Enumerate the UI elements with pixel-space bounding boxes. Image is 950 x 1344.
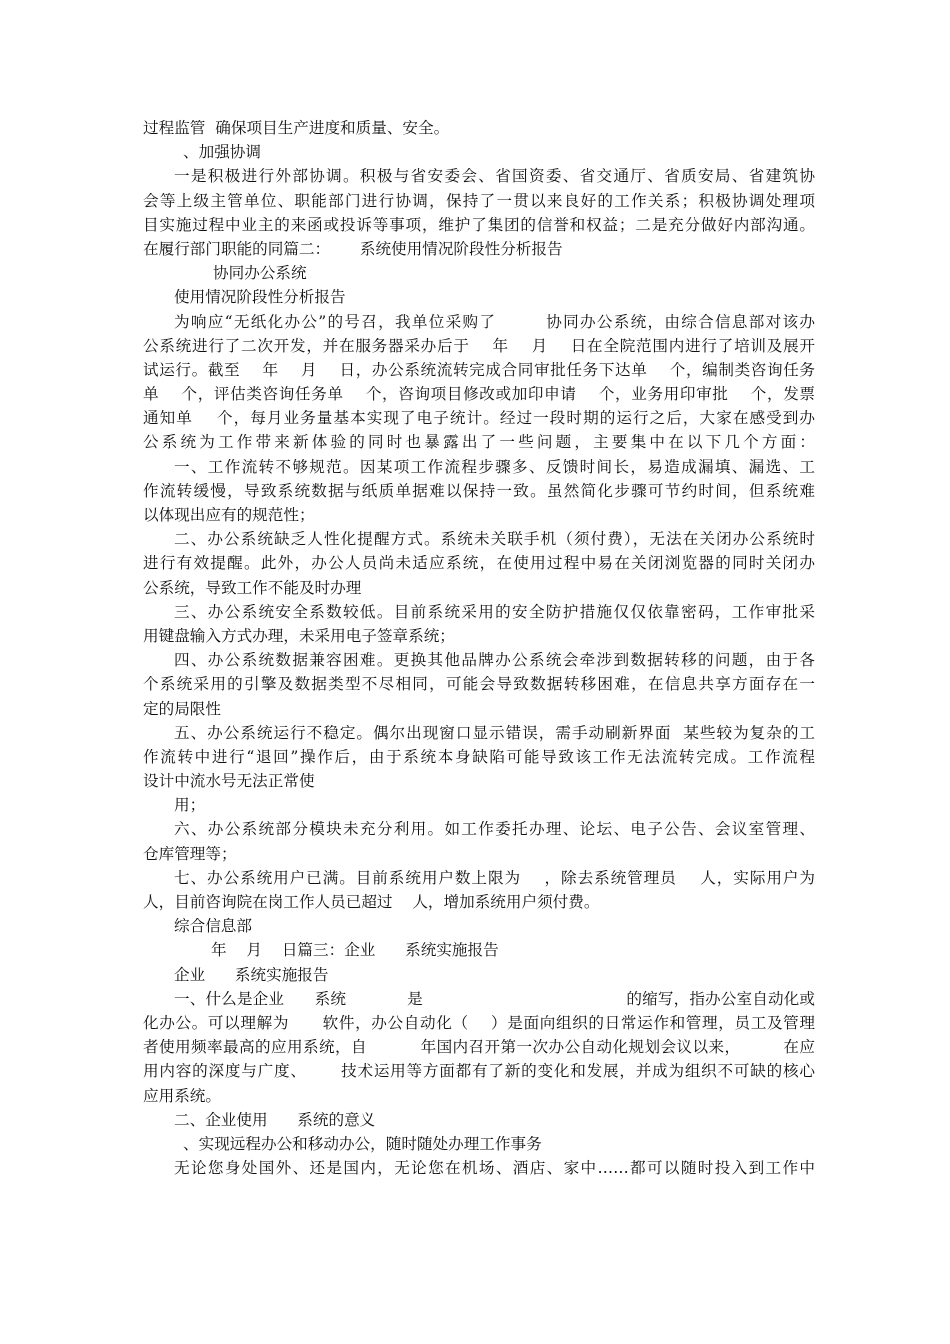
text-line: 应用系统。 <box>143 1086 221 1105</box>
text-line: 目实施过程中业主的来函或投诉等事项，维护了集团的信誉和权益；二是充分做好内部沟通。 <box>143 215 815 234</box>
text-line: 年 月 日篇三：企业 系统实施报告 <box>211 941 499 960</box>
text-line: 综合信息部 <box>174 917 252 936</box>
text-line: 三、办公系统安全系数较低。目前系统采用的安全防护措施仅仅依靠密码，工作审批采 <box>174 602 815 621</box>
text-line: 为响应“无纸化办公”的号召，我单位采购了 协同办公系统，由综合信息部对该办 <box>174 312 815 331</box>
text-line: 、实现远程办公和移动办公，随时随处办理工作事务 <box>183 1134 542 1153</box>
text-line: 者使用频率最高的应用系统，自 年国内召开第一次办公自动化规划会议以来， 在应 <box>143 1038 815 1057</box>
text-line: 四、办公系统数据兼容困难。更换其他品牌办公系统会牵涉到数据转移的问题，由于各 <box>174 651 815 670</box>
text-line: 进行有效提醒。此外，办公人员尚未适应系统，在使用过程中易在关闭浏览器的同时关闭办 <box>143 554 815 573</box>
text-line: 企业 系统实施报告 <box>174 965 329 984</box>
text-line: 单 个，评估类咨询任务单 个，咨询项目修改或加印申请 个，业务用印审批 个，发票 <box>143 385 815 404</box>
text-line: 作流转缓慢，导致系统数据与纸质单据难以保持一致。虽然简化步骤可节约时间，但系统难 <box>143 481 815 500</box>
text-line: 七、办公系统用户已满。目前系统用户数上限为 ，除去系统管理员 人，实际用户为 <box>174 868 815 887</box>
text-line: 无论您身处国外、还是国内，无论您在机场、酒店、家中……都可以随时投入到工作中 <box>174 1159 815 1178</box>
text-line: 六、办公系统部分模块未充分利用。如工作委托办理、论坛、电子公告、会议室管理、 <box>174 820 815 839</box>
text-line: 定的局限性 <box>143 699 221 718</box>
text-line: 人，目前咨询院在岗工作人员已超过 人，增加系统用户须付费。 <box>143 893 600 911</box>
text-line: 一、什么是企业 系统 是 的缩写，指办公室自动化或 <box>174 989 815 1008</box>
text-line: 二、企业使用 系统的意义 <box>174 1110 376 1129</box>
text-line: 会等上级主管单位、职能部门进行协调，保持了一贯以来良好的工作关系；积极协调处理项 <box>143 191 815 210</box>
text-line: 用内容的深度与广度、 技术运用等方面都有了新的变化和发展，并成为组织不可缺的核心 <box>143 1062 815 1081</box>
text-line: 、加强协调 <box>183 143 261 162</box>
text-line: 试运行。截至 年 月 日，办公系统流转完成合同审批任务下达单 个，编制类咨询任务 <box>143 360 815 379</box>
text-line: 用键盘输入方式办理，未采用电子签章系统； <box>143 626 455 645</box>
text-line: 化办公。可以理解为 软件，办公自动化（ ）是面向组织的日常运作和管理，员工及管理 <box>143 1013 815 1032</box>
text-line: 使用情况阶段性分析报告 <box>174 288 346 307</box>
text-line: 公系统为工作带来新体验的同时也暴露出了一些问题，主要集中在以下几个方面： <box>143 433 815 452</box>
text-line: 协同办公系统 <box>213 264 307 283</box>
text-line: 用； <box>174 796 206 815</box>
text-line: 作流转中进行“退回”操作后，由于系统本身缺陷可能导致该工作无法流转完成。工作流程 <box>143 747 815 766</box>
text-line: 在履行部门职能的同篇二： 系统使用情况阶段性分析报告 <box>143 239 563 258</box>
text-line: 过程监管 确保项目生产进度和质量、安全。 <box>143 119 450 137</box>
text-line: 五、办公系统运行不稳定。偶尔出现窗口显示错误，需手动刷新界面 某些较为复杂的工 <box>174 723 815 742</box>
text-line: 以体现出应有的规范性； <box>143 506 315 524</box>
text-line: 公系统进行了二次开发，并在服务器采办后于 年 月 日在全院范围内进行了培训及展开 <box>143 336 815 355</box>
text-line: 仓库管理等； <box>143 844 237 863</box>
text-line: 个系统采用的引擎及数据类型不尽相同，可能会导致数据转移困难，在信息共享方面存在一 <box>143 675 815 694</box>
text-line: 二、办公系统缺乏人性化提醒方式。系统未关联手机（须付费），无法在关闭办公系统时 <box>174 530 815 549</box>
text-line: 一、工作流转不够规范。因某项工作流程步骤多、反馈时间长，易造成漏填、漏选、工 <box>174 457 815 476</box>
text-line: 通知单 个，每月业务量基本实现了电子统计。经过一段时期的运行之后，大家在感受到办 <box>143 409 815 428</box>
document-body <box>143 116 815 1180</box>
text-line: 一是积极进行外部协调。积极与省安委会、省国资委、省交通厅、省质安局、省建筑协 <box>174 167 815 186</box>
text-line: 公系统，导致工作不能及时办理 <box>143 578 362 597</box>
text-line: 设计中流水号无法正常使 <box>143 772 315 791</box>
